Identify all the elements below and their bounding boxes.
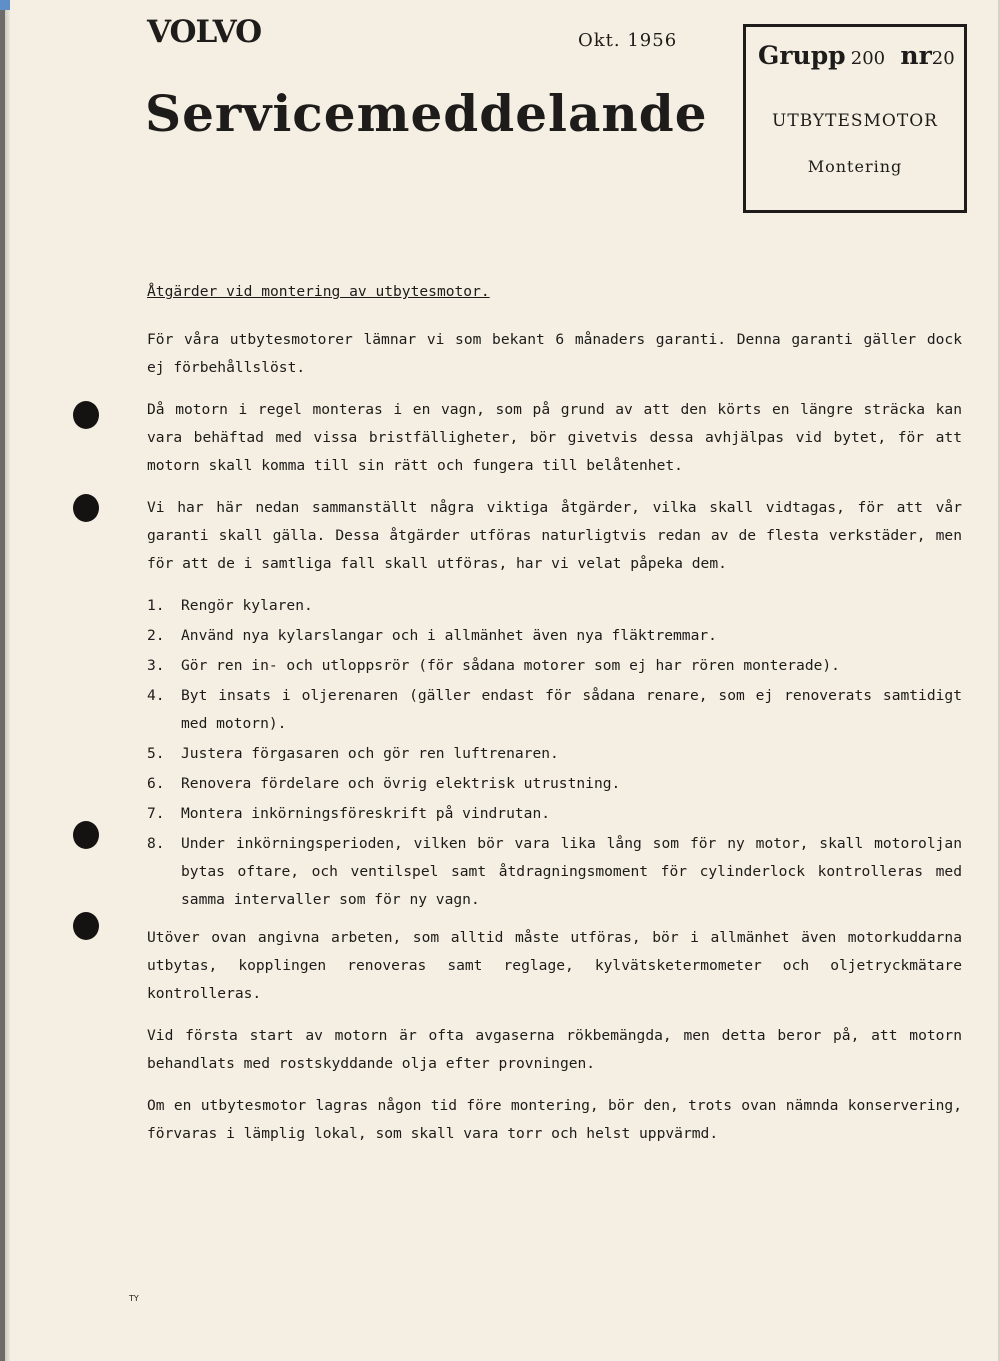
list-item	[147, 830, 962, 914]
document-type-title: Servicemeddelande	[145, 84, 708, 143]
list-item-number: 8.	[147, 835, 165, 852]
section-heading: Åtgärder vid montering av utbytesmotor.	[147, 283, 490, 300]
group-label: Grupp	[758, 41, 846, 70]
list-item-text: Gör ren in- och utloppsrör (för sådana motorer som ej har rören monterade).	[181, 657, 840, 674]
scan-edge-strip	[0, 0, 10, 1361]
list-item	[147, 682, 962, 738]
list-item	[147, 652, 962, 680]
paragraph: För våra utbytesmotorer lämnar vi som bekant 6 månaders garanti. Denna garanti gäller dock ej förbehållslöst.	[147, 331, 962, 376]
list-item-number: 7.	[147, 805, 165, 822]
paragraph: Vi har här nedan sammanställt några viktiga åtgärder, vilka skall vidtagas, för att vår garanti skall gälla. Dessa åtgärder utföras naturligtvis redan av de flesta verkstäder, men för att de i samtliga fall skall utföras, har vi velat påpeka dem.	[147, 499, 962, 572]
list-item	[147, 800, 962, 828]
list-item-number: 1.	[147, 597, 165, 614]
paragraph: Då motorn i regel monteras i en vagn, som på grund av att den körts en längre sträcka kan vara behäftad med vissa bristfälligheter, bör givetvis dessa avhjälpas vid bytet, för att motorn skall komma till sin rätt och fungera till belåtenhet.	[147, 401, 962, 474]
list-item-number: 5.	[147, 745, 165, 762]
subject: UTBYTESMOTOR	[772, 111, 938, 131]
brand-logo: VOLVO	[147, 14, 262, 50]
list-item-text: Renovera fördelare och övrig elektrisk utrustning.	[181, 775, 621, 792]
paragraph: Om en utbytesmotor lagras någon tid före montering, bör den, trots ovan nämnda konservering, förvaras i lämplig lokal, som skall vara torr och helst uppvärmd.	[147, 1097, 962, 1142]
subsubject: Montering	[807, 157, 903, 176]
number-value: 20	[931, 48, 955, 69]
list-item-text: Använd nya kylarslangar och i allmänhet även nya fläktremmar.	[181, 627, 717, 644]
footer-code: TY	[129, 1294, 139, 1303]
measures-list	[147, 592, 962, 914]
group-value: 200	[850, 48, 886, 69]
list-item	[147, 770, 962, 798]
binder-hole	[73, 494, 99, 522]
list-item-text: Rengör kylaren.	[181, 597, 313, 614]
paragraph: Utöver ovan angivna arbeten, som alltid måste utföras, bör i allmänhet även motorkuddarna utbytas, kopplingen renoveras samt reglage, kylvätsketermometer och oljetryckmätare kontrolleras.	[147, 929, 962, 1002]
list-item-text: Byt insats i oljerenaren (gäller endast för sådana renare, som ej renoverats samtidigt med motorn).	[181, 687, 962, 732]
list-item-number: 6.	[147, 775, 165, 792]
paragraph: Vid första start av motorn är ofta avgaserna rökbemängda, men detta beror på, att motorn behandlats med rostskyddande olja efter provningen.	[147, 1027, 962, 1072]
list-item-text: Under inkörningsperioden, vilken bör vara lika lång som för ny motor, skall motoroljan bytas oftare, och ventilspel samt åtdragningsmoment för cylinderlock kontrolleras med samma intervaller som för ny vagn.	[181, 835, 962, 908]
list-item	[147, 592, 962, 620]
number-label: nr	[900, 41, 932, 70]
scan-marker	[0, 0, 10, 10]
document-body	[147, 278, 962, 1162]
list-item-number: 3.	[147, 657, 165, 674]
list-item-number: 4.	[147, 687, 165, 704]
group-info-box	[743, 24, 967, 213]
list-item	[147, 622, 962, 650]
binder-hole	[73, 821, 99, 849]
group-number-line	[758, 41, 955, 70]
list-item-number: 2.	[147, 627, 165, 644]
list-item-text: Justera förgasaren och gör ren luftrenaren.	[181, 745, 559, 762]
binder-hole	[73, 401, 99, 429]
list-item-text: Montera inkörningsföreskrift på vindrutan.	[181, 805, 551, 822]
document-date: Okt. 1956	[578, 30, 678, 51]
list-item	[147, 740, 962, 768]
binder-hole	[73, 912, 99, 940]
